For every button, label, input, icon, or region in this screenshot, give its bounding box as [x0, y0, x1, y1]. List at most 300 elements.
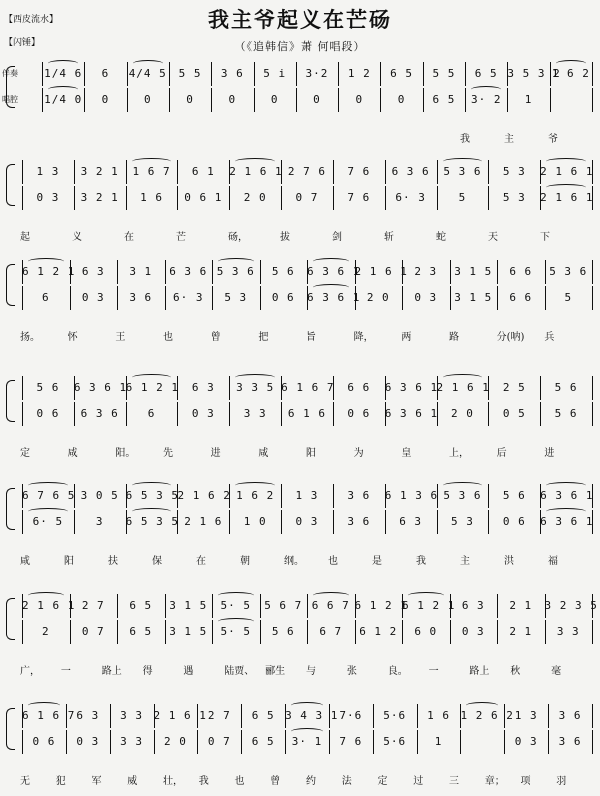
- lyrics-row: [0, 444, 600, 460]
- accomp-measure: 1 2: [347, 67, 371, 80]
- voice-measure: 6· 5: [32, 515, 64, 528]
- accomp-measure: 6 6: [509, 265, 533, 278]
- lyric-char: 怀: [67, 332, 78, 343]
- slur-mark: [133, 60, 163, 67]
- lyric-char: 天: [488, 232, 498, 243]
- voice-row: [0, 190, 600, 208]
- slur-mark: [28, 592, 64, 599]
- voice-measure: 7 6: [347, 191, 371, 204]
- lyrics-row: [0, 228, 600, 244]
- voice-measure: 6 1 6: [287, 407, 327, 420]
- slur-mark: [28, 258, 64, 265]
- accomp-measure: 3 0 5: [80, 489, 119, 502]
- accomp-label: 伴奏: [2, 69, 18, 78]
- accomp-row: [0, 164, 600, 182]
- voice-measure: 5 6: [271, 625, 295, 638]
- voice-measure: 2 1 6: [184, 515, 223, 528]
- lyric-char: 一: [428, 666, 439, 677]
- voice-measure: 0 6: [347, 407, 371, 420]
- accomp-measure: 6 3: [76, 709, 100, 722]
- lyric-char: 先: [163, 448, 173, 459]
- slur-mark: [291, 702, 323, 709]
- voice-measure: 0 3: [76, 735, 100, 748]
- slur-mark: [28, 702, 60, 709]
- lyric-char: 遇: [183, 666, 194, 677]
- voice-measure: 0 5: [502, 407, 526, 420]
- lyric-char: 主: [504, 134, 514, 145]
- accomp-measure: 5 3 6: [443, 165, 482, 178]
- voice-measure: 6 5 3 5: [125, 515, 179, 528]
- accomp-measure: 3 2 1: [80, 165, 119, 178]
- lyric-char: 在: [124, 232, 134, 243]
- voice-measure: 0: [143, 93, 152, 106]
- accomp-measure: 6 5: [390, 67, 414, 80]
- voice-measure: 2 0: [164, 735, 187, 748]
- lyric-char: 拔: [280, 232, 290, 243]
- slur-mark: [132, 158, 172, 165]
- voice-measure: 3 6: [558, 735, 582, 748]
- accomp-measure: 3 5 3 2: [507, 67, 561, 80]
- lyric-char: 张: [346, 666, 357, 677]
- slur-mark: [132, 482, 172, 489]
- lyric-char: 毫: [551, 666, 562, 677]
- voice-measure: 5· 5: [220, 625, 251, 638]
- voice-measure: 0: [270, 93, 279, 106]
- lyrics-row: [0, 772, 600, 788]
- lyric-char: 良。: [387, 666, 408, 677]
- slur-mark: [443, 158, 483, 165]
- accomp-measure: 2 5: [502, 381, 526, 394]
- voice-measure: 0 7: [295, 191, 319, 204]
- accomp-row: [0, 66, 600, 84]
- voice-measure: 2 1 6 1: [540, 191, 594, 204]
- lyric-char: 阳。: [115, 448, 136, 459]
- accomp-row: [0, 598, 600, 616]
- voice-measure: 2 1: [509, 625, 533, 638]
- slur-mark: [218, 618, 254, 625]
- lyric-char: 在: [196, 556, 206, 567]
- voice-measure: 6 5: [432, 93, 456, 106]
- accomp-measure: 2 7 6: [287, 165, 327, 178]
- accomp-measure: 6 1 2 1: [22, 265, 76, 278]
- voice-measure: 6 3 6 1: [540, 515, 594, 528]
- lyric-char: 兵: [544, 332, 555, 343]
- lyric-char: 两: [401, 332, 412, 343]
- accomp-measure: 5 i: [263, 67, 287, 80]
- accomp-measure: 2 7: [207, 709, 231, 722]
- voice-measure: 0 3: [81, 291, 105, 304]
- voice-measure: 3 3: [243, 407, 267, 420]
- voice-measure: 3 2 1: [80, 191, 119, 204]
- voice-measure: 6· 3: [173, 291, 204, 304]
- slur-mark: [466, 702, 498, 709]
- accomp-measure: 3 6: [558, 709, 582, 722]
- lyric-char: 我: [198, 776, 209, 787]
- accomp-measure: 5· 5: [220, 599, 251, 612]
- barline: [592, 62, 593, 86]
- accomp-measure: 1 6 7: [132, 165, 171, 178]
- accomp-measure: 4/4 5: [128, 67, 167, 80]
- voice-measure: 0 3: [36, 191, 60, 204]
- accomp-measure: 3 4 3 1: [285, 709, 339, 722]
- accomp-measure: 2 1 6 1: [229, 165, 283, 178]
- tag-tempo: 【西皮流水】: [4, 15, 59, 25]
- voice-measure: 2 0: [451, 407, 474, 420]
- voice-measure: 1 6: [140, 191, 163, 204]
- accomp-measure: 3 2 3 5: [544, 599, 598, 612]
- lyric-char: 壮，: [163, 776, 183, 787]
- accomp-row: [0, 264, 600, 282]
- accomp-measure: 6 3: [191, 381, 215, 394]
- accomp-measure: 5 3 6: [216, 265, 255, 278]
- voice-measure: 3 6: [129, 291, 153, 304]
- accomp-measure: 3 1: [129, 265, 153, 278]
- accomp-measure: 2 1 6 1: [153, 709, 207, 722]
- voice-measure: 0: [186, 93, 194, 106]
- voice-measure: 1 0: [243, 515, 267, 528]
- voice-measure: 0 3: [295, 515, 319, 528]
- lyric-char: 斩: [384, 232, 394, 243]
- lyric-char: 进: [210, 448, 221, 459]
- voice-measure: 5 3: [451, 515, 474, 528]
- voice-measure: 0 6 1: [184, 191, 223, 204]
- voice-measure: 3 6: [347, 515, 371, 528]
- accomp-measure: 3 6: [220, 67, 244, 80]
- lyric-char: 皇: [401, 448, 412, 459]
- slur-mark: [48, 60, 78, 67]
- accomp-measure: 5 3 6: [549, 265, 588, 278]
- voice-measure: 6· 3: [395, 191, 426, 204]
- slur-mark: [546, 184, 586, 191]
- page-subtitle: （《追韩信》萧 何唱段）: [234, 40, 366, 53]
- accomp-measure: 5 6 7: [264, 599, 303, 612]
- lyric-char: 是: [372, 556, 382, 567]
- lyric-char: 三: [449, 776, 459, 787]
- voice-measure: 0: [397, 93, 406, 106]
- slur-mark: [546, 508, 586, 515]
- accomp-measure: 6 3 6: [169, 265, 208, 278]
- accomp-measure: 6 3 6 1: [73, 381, 128, 394]
- accomp-measure: 6 5: [251, 709, 275, 722]
- lyric-char: 郦生: [265, 666, 286, 677]
- accomp-measure: 2 1 6 1: [22, 599, 76, 612]
- barline: [592, 260, 593, 284]
- barline: [592, 704, 593, 728]
- barline: [592, 730, 593, 754]
- accomp-row: [0, 380, 600, 398]
- lyric-char: 为: [353, 448, 364, 459]
- voice-measure: 6 3 6 1: [384, 407, 439, 420]
- voice-measure: 5·6: [383, 735, 407, 748]
- voice-measure: 6 3: [399, 515, 423, 528]
- accomp-measure: 5 5: [432, 67, 456, 80]
- accomp-measure: 7 6: [347, 165, 371, 178]
- lyric-char: 也: [234, 776, 245, 787]
- lyrics-row: [0, 130, 600, 146]
- slur-mark: [443, 374, 483, 381]
- accomp-measure: 6 3 6 1: [540, 489, 594, 502]
- voice-measure: 6 3 6 1: [307, 291, 361, 304]
- slur-mark: [313, 284, 349, 291]
- lyric-char: 也: [163, 332, 173, 343]
- slur-mark: [471, 86, 501, 93]
- accomp-measure: 5·6: [383, 709, 407, 722]
- lyrics-row: [0, 662, 600, 678]
- lyric-char: 分(呐): [496, 332, 525, 343]
- lyric-char: 威: [127, 776, 138, 787]
- voice-row: [0, 624, 600, 642]
- lyric-char: 广，: [20, 666, 40, 677]
- accomp-measure: 6 1 3 6: [384, 489, 439, 502]
- voice-measure: 6 5: [129, 625, 153, 638]
- barline: [592, 286, 593, 310]
- accomp-measure: 3·2: [305, 67, 329, 80]
- accomp-measure: 2 1: [509, 599, 533, 612]
- lyric-char: 朝: [240, 556, 250, 567]
- lyric-char: 把: [258, 332, 269, 343]
- accomp-measure: 2 1 6 2: [177, 489, 231, 502]
- voice-measure: 0 6: [32, 735, 56, 748]
- barline: [550, 88, 551, 112]
- voice-measure: 3 3: [556, 625, 580, 638]
- accomp-measure: 3 1 5: [454, 265, 493, 278]
- voice-measure: 6: [41, 291, 50, 304]
- accomp-measure: 6 3 6 1: [307, 265, 361, 278]
- voice-row: [0, 734, 600, 752]
- voice-measure: 3: [95, 515, 104, 528]
- accomp-measure: 6 6 7: [311, 599, 350, 612]
- lyric-char: 犯: [55, 776, 66, 787]
- voice-measure: 1: [434, 735, 443, 748]
- lyric-char: 扶: [108, 556, 118, 567]
- lyric-char: 与: [306, 666, 316, 677]
- accomp-row: [0, 708, 600, 726]
- slur-mark: [291, 728, 323, 735]
- voice-measure: 1/4 0: [44, 93, 83, 106]
- accomp-measure: 5 3 6: [443, 489, 482, 502]
- slur-mark: [313, 592, 349, 599]
- lyric-char: 保: [152, 556, 162, 567]
- accomp-measure: 6 3: [81, 265, 105, 278]
- slur-mark: [235, 158, 275, 165]
- voice-measure: 0 7: [81, 625, 105, 638]
- voice-measure: 2 0: [366, 291, 390, 304]
- slur-mark: [48, 86, 78, 93]
- voice-measure: 0 3: [514, 735, 538, 748]
- accomp-measure: 5 5: [178, 67, 202, 80]
- accomp-measure: 6 7 6 5: [22, 489, 76, 502]
- accomp-measure: 2 3: [414, 265, 438, 278]
- lyric-char: 羽: [556, 776, 567, 787]
- lyric-char: 陆贾、: [224, 666, 255, 677]
- lyric-char: 义: [72, 232, 82, 243]
- accomp-measure: 6 5: [474, 67, 498, 80]
- voice-measure: 5 3: [224, 291, 248, 304]
- barline: [592, 620, 593, 644]
- lyric-char: 扬。: [20, 332, 40, 343]
- accomp-measure: 1 3: [295, 489, 319, 502]
- voice-measure: 6 0: [414, 625, 438, 638]
- lyric-char: 剑: [332, 232, 342, 243]
- voice-measure: 2 0: [243, 191, 267, 204]
- accomp-measure: 1 6 2: [236, 489, 275, 502]
- voice-measure: 0 7: [207, 735, 231, 748]
- slur-mark: [408, 592, 444, 599]
- voice-measure: 0 6: [271, 291, 295, 304]
- voice-measure: 6 7: [319, 625, 343, 638]
- lyric-char: 法: [341, 776, 352, 787]
- lyric-char: 旨: [306, 332, 316, 343]
- lyrics-row: [0, 328, 600, 344]
- lyric-char: 降，: [353, 332, 374, 343]
- voice-measure: 0 3: [461, 625, 485, 638]
- accomp-measure: 6 3 6: [391, 165, 430, 178]
- lyric-char: 上，: [449, 448, 469, 459]
- voice-measure: 0 3: [414, 291, 438, 304]
- voice-measure: 7 6: [339, 735, 363, 748]
- voice-measure: 6 5: [251, 735, 275, 748]
- lyric-char: 咸: [258, 448, 269, 459]
- accomp-measure: 2 1 6 1: [436, 381, 490, 394]
- lyric-char: 定: [20, 448, 30, 459]
- lyric-char: 也: [328, 556, 338, 567]
- accomp-measure: 1 6: [427, 709, 450, 722]
- accomp-measure: 6 1: [191, 165, 215, 178]
- lyric-char: 军: [91, 776, 102, 787]
- accomp-measure: 6 6: [347, 381, 371, 394]
- lyric-char: 项: [520, 776, 531, 787]
- lyric-char: 路上: [101, 666, 122, 677]
- accomp-measure: 5 6: [271, 265, 295, 278]
- lyric-char: 洪: [504, 556, 514, 567]
- accomp-measure: 1 3: [36, 165, 60, 178]
- lyric-char: 起: [20, 232, 30, 243]
- accomp-measure: 3 3: [120, 709, 144, 722]
- lyric-char: 咸: [20, 556, 30, 567]
- lyric-char: 福: [548, 556, 558, 567]
- slur-mark: [313, 258, 349, 265]
- voice-measure: 5 3: [502, 191, 526, 204]
- voice-measure: 6: [147, 407, 156, 420]
- slur-mark: [546, 158, 586, 165]
- slur-mark: [235, 374, 275, 381]
- voice-measure: 5: [458, 191, 467, 204]
- lyric-char: 咸: [67, 448, 78, 459]
- accomp-measure: 6 5 3 5: [125, 489, 179, 502]
- voice-measure: 3· 1: [291, 735, 323, 748]
- slur-mark: [546, 482, 586, 489]
- lyric-char: 我: [460, 134, 470, 145]
- voice-measure: 3 3: [120, 735, 144, 748]
- slur-mark: [235, 482, 275, 489]
- barline: [592, 88, 593, 112]
- voice-measure: 5: [564, 291, 573, 304]
- lyric-char: 爷: [548, 134, 558, 145]
- accomp-measure: 5 6: [502, 489, 526, 502]
- voice-measure: 0 6: [502, 515, 526, 528]
- accomp-measure: 3 3 5: [236, 381, 275, 394]
- voice-measure: 6 6: [509, 291, 533, 304]
- voice-row: [0, 514, 600, 532]
- accomp-measure: 1/4 6: [44, 67, 83, 80]
- voice-measure: 5 6: [554, 407, 578, 420]
- lyric-char: 我: [416, 556, 426, 567]
- voice-measure: 3 1 5: [454, 291, 493, 304]
- lyric-char: 路上: [469, 666, 490, 677]
- slur-mark: [28, 482, 68, 489]
- accomp-measure: 6 1 2 1: [354, 599, 408, 612]
- lyric-char: 后: [496, 448, 507, 459]
- voice-measure: 2: [41, 625, 50, 638]
- lyric-char: 得: [142, 666, 153, 677]
- accomp-measure: 1 2 6 2: [460, 709, 514, 722]
- voice-measure: 0: [313, 93, 321, 106]
- slur-mark: [218, 592, 254, 599]
- lyric-char: 阳: [64, 556, 74, 567]
- accomp-measure: 6 1 2 1: [125, 381, 179, 394]
- slur-mark: [218, 258, 254, 265]
- voice-measure: 6 1 2: [359, 625, 398, 638]
- lyric-char: 约: [306, 776, 316, 787]
- accomp-measure: 2 7: [81, 599, 105, 612]
- accomp-measure: 1 3: [514, 709, 538, 722]
- voice-measure: 0: [228, 93, 237, 106]
- lyric-char: 芒: [176, 232, 186, 243]
- accomp-measure: 7·6: [339, 709, 363, 722]
- lyric-char: 秋: [510, 666, 521, 677]
- lyric-char: 过: [413, 776, 424, 787]
- voice-measure: 0: [101, 93, 110, 106]
- lyric-char: 下: [540, 232, 550, 243]
- accomp-measure: 6 3 6 1: [384, 381, 439, 394]
- voice-row: [0, 290, 600, 308]
- lyric-char: 曾: [270, 776, 281, 787]
- page-title: 我主爷起义在芒砀: [208, 7, 392, 32]
- tag-mode: 【闪锤】: [4, 38, 41, 48]
- accomp-measure: 6 5: [129, 599, 153, 612]
- voice-measure: 1: [524, 93, 533, 106]
- voice-measure: 0 6: [36, 407, 60, 420]
- accomp-measure: 3 6: [347, 489, 371, 502]
- lyric-char: 定: [377, 776, 388, 787]
- accomp-measure: 6 1 6 7: [22, 709, 76, 722]
- lyric-char: 曾: [210, 332, 221, 343]
- lyric-char: 路: [449, 332, 459, 343]
- voice-measure: 0: [355, 93, 364, 106]
- lyrics-row: [0, 552, 600, 568]
- accomp-row: [0, 488, 600, 506]
- accomp-measure: 5 6: [554, 381, 578, 394]
- slur-mark: [443, 482, 483, 489]
- voice-measure: 3· 2: [470, 93, 502, 106]
- voice-measure: 3 1 5: [169, 625, 208, 638]
- accomp-measure: 6: [101, 67, 110, 80]
- slur-mark: [28, 508, 68, 515]
- accomp-measure: 6 1 6 7: [281, 381, 335, 394]
- accomp-measure: 2 1 6 1: [354, 265, 408, 278]
- slur-mark: [556, 60, 586, 67]
- barline: [460, 730, 461, 754]
- accomp-measure: 3 1 5: [169, 599, 208, 612]
- barline: [592, 376, 593, 400]
- lyric-char: 主: [460, 556, 470, 567]
- slur-mark: [132, 508, 172, 515]
- lyric-char: 纲。: [284, 556, 304, 567]
- lyric-char: 砀，: [228, 232, 248, 243]
- voice-label: 唱腔: [2, 95, 18, 104]
- voice-measure: 0 3: [191, 407, 215, 420]
- accomp-measure: 5 3: [502, 165, 526, 178]
